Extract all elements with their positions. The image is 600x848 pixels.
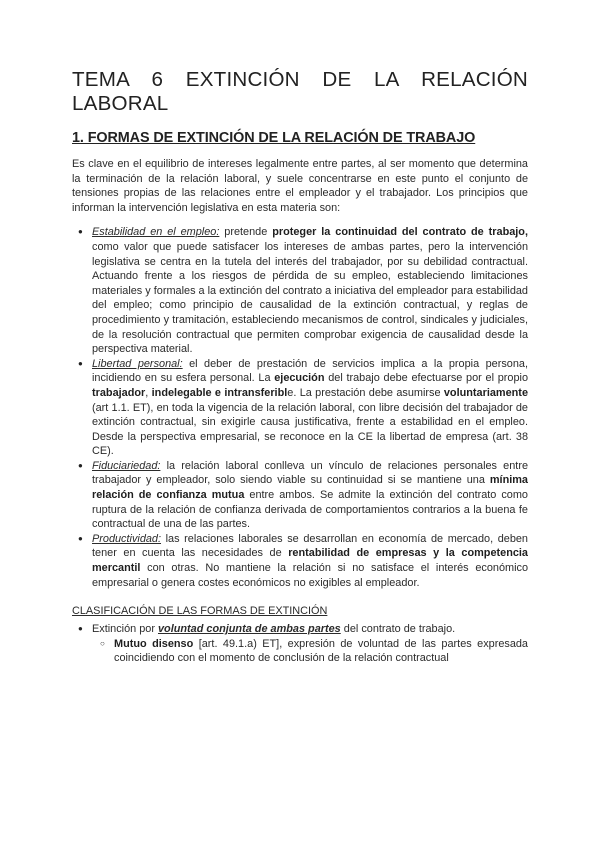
intro-paragraph: Es clave en el equilibrio de intereses legalmente entre partes, al ser momento que determina la terminación de la relación laboral, y suele concentrarse en este punto el conjunto de tensiones propias de las relaciones entre el empleador y el trabajador. Los principios que informan la intervención legislativa en esta materia son: — [72, 158, 528, 214]
bold-text: voluntad conjunta de ambas partes — [157, 623, 341, 636]
list-item — [92, 357, 528, 459]
text: pretende — [219, 226, 273, 239]
text: con otras. No mantiene la relación si no satisface el interés económico empresarial o genera costes económicos no exigibles al empleador. — [92, 562, 528, 589]
text: el deber de prestación de servicios implica a la propia persona, incidiendo en su esfera personal. La — [92, 357, 528, 385]
principle-label: Libertad personal: — [92, 357, 183, 370]
text: , — [145, 386, 152, 399]
classification-list — [72, 622, 528, 666]
bold-text: voluntariamente — [443, 386, 528, 399]
sub-list — [92, 637, 528, 666]
principle-label: Fiduciariedad: — [92, 459, 161, 472]
principle-label: Estabilidad en el empleo: — [92, 226, 220, 239]
bold-text: ejecución — [274, 372, 325, 385]
bold-text: rentabilidad de empresas y la competencia mercantil — [92, 547, 528, 575]
sub-list-item — [114, 637, 528, 666]
title-line-1: TEMA 6 EXTINCIÓN DE LA RELACIÓN — [72, 68, 528, 91]
text: como valor que puede satisfacer los intereses de ambas partes, pero la intervención legislativa se centra en la tutela del interés del trabajador, por su debilidad contractual. Actuando frente a los riesgos de pérdida de su empleo, estableciendo limitaciones materiales y formales a la extinción del contrato a iniciativa del empleador para estabilidad del empleo; como principio de causalidad de la extinción contractual, y reglas de procedimiento y tramitación, estableciendo mecanismos de control, sindicales y judiciales, de la resolución contractual que permiten comprobar exigencia de causalidad desde la perspectiva material. — [92, 240, 528, 356]
document-page — [72, 68, 528, 666]
text: (art 1.1. ET), en toda la vigencia de la relación laboral, con libre decisión del trabajador de extinción contractual, sin exigirle causa justificativa, frente a estabilidad en el empleo. Desde la perspectiva empresarial, se reconoce en la CE la libertad de empresa (art. 38 CE). — [92, 401, 528, 458]
bold-text: trabajador — [92, 386, 146, 399]
principles-list — [72, 225, 528, 590]
bold-text: mínima relación de confianza mutua — [92, 474, 528, 502]
bold-text: indelegable e intransferibl — [151, 386, 288, 399]
text: Extinción por — [92, 623, 158, 636]
text: las relaciones laborales se desarrollan en economía de mercado, deben tener en cuenta las necesidades de — [92, 532, 528, 560]
classification-heading: CLASIFICACIÓN DE LAS FORMAS DE EXTINCIÓN — [72, 605, 328, 618]
text: la relación laboral conlleva un vínculo de relaciones personales entre trabajador y empleador, solo siendo viable su continuidad si se mantiene una — [92, 459, 528, 487]
principle-label: Productividad: — [92, 532, 162, 545]
text: entre ambos. Se admite la extinción del contrato como ruptura de la relación de confianza derivada de comportamientos contrarios a la buena fe contractual de una de las partes. — [92, 489, 528, 531]
list-item — [92, 225, 528, 356]
bold-text: Mutuo disenso — [114, 637, 194, 650]
list-item — [92, 532, 528, 590]
list-item — [92, 622, 528, 666]
text: del trabajo debe efectuarse por el propio — [324, 372, 528, 385]
document-title — [72, 68, 528, 116]
title-line-2: LABORAL — [72, 92, 169, 115]
bold-text: proteger la continuidad del contrato de trabajo, — [272, 226, 528, 239]
section-heading: 1. FORMAS DE EXTINCIÓN DE LA RELACIÓN DE TRABAJO — [72, 130, 476, 146]
text: del contrato de trabajo. — [340, 623, 456, 636]
text: [art. 49.1.a) ET], expresión de voluntad de las partes expresada coincidiendo con el momento de conclusión de la relación contractual — [114, 637, 528, 665]
list-item — [92, 459, 528, 532]
text: e. La prestación debe asumirse — [287, 386, 444, 399]
